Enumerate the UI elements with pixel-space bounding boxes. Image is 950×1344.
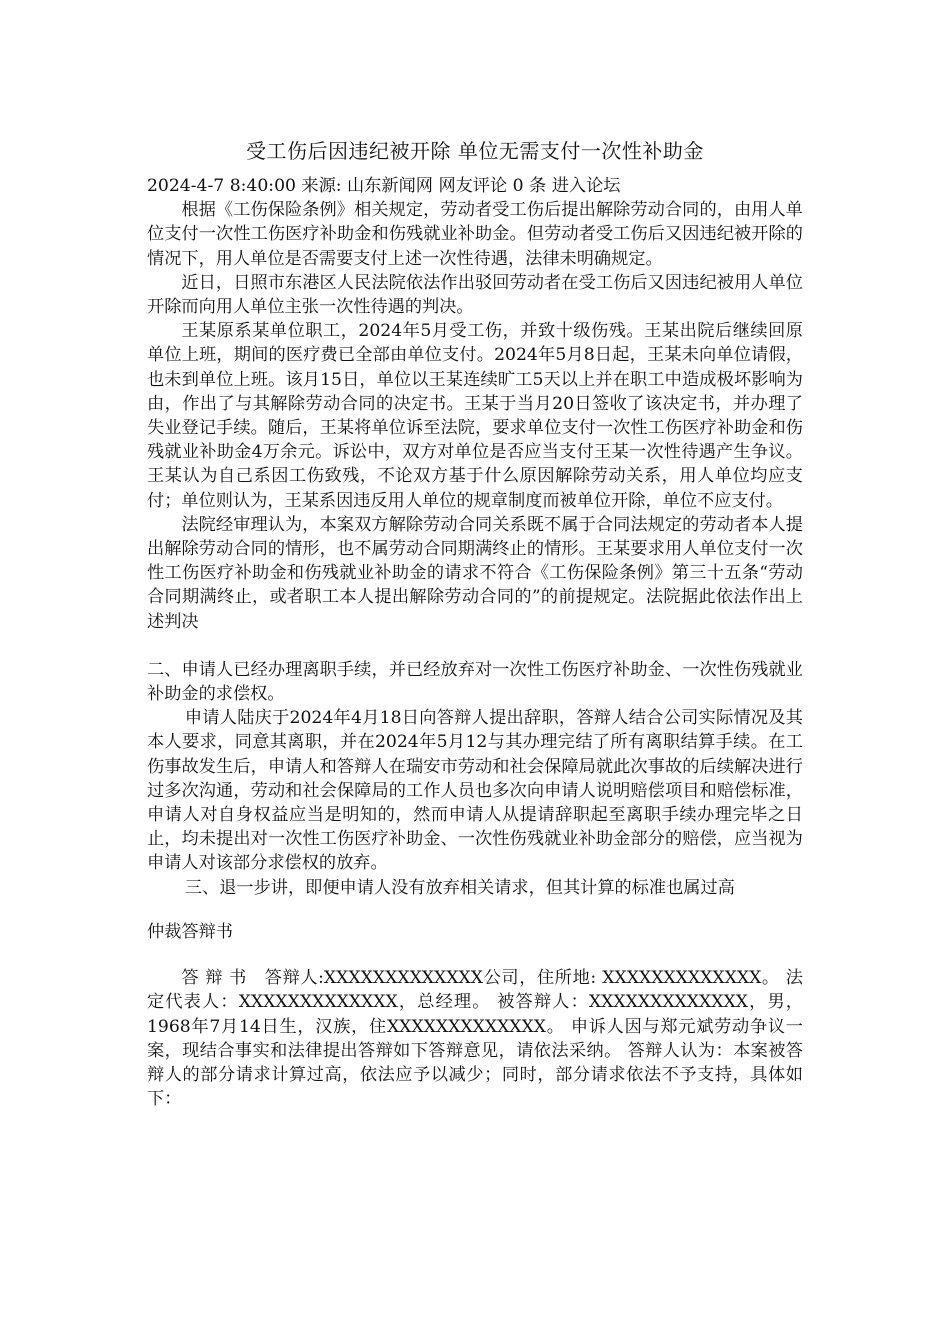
- defense-heading: 仲裁答辩书: [147, 921, 233, 942]
- spacer: [147, 944, 803, 966]
- section-2-body: 申请人陆庆于2024年4月18日向答辩人提出辞职，答辩人结合公司实际情况及其本人要求，同意其离职，并在2024年5月12与其办理完结了所有离职结算手续。在工伤事故发生后，申请人和答辩人在瑞安市劳动和社会保障局就此次事故的后续解决进行过多次沟通，劳动和社会保障局的工作人员也多次向申请人说明赔偿项目和赔偿标准，申请人对自身权益应当是明知的，然而申请人从提请辞职起至离职手续办理完毕之日止，均未提出对一次性工伤医疗补助金、一次性伤残就业补助金部分的赔偿，应当视为申请人对该部分求偿权的放弃。: [147, 708, 803, 874]
- document-body: [147, 136, 803, 1111]
- defense-body: 答 辩 书 答辩人:XXXXXXXXXXXXX公司，住所地: XXXXXXXXXXXXX。 法定代表人：XXXXXXXXXXXXX，总经理。 被答辩人：XXXXXXXXXXXXX，男，1968年7月14日生，汉族，住XXXXXXXXXXXXX。 申诉人因与郑元斌劳动争议一案，现结合事实和法律提出答辩如下答辩意见，请依法采纳。 答辩人认为：本案被答辩人的部分请求计算过高，依法应予以减少；同时，部分请求依法不予支持，具体如下：: [147, 968, 803, 1110]
- article-paragraph-2: 近日，日照市东港区人民法院依法作出驳回劳动者在受工伤后又因违纪被用人单位开除而向用人单位主张一次性待遇的判决。: [147, 272, 803, 318]
- article-paragraph-4: 法院经审理认为，本案双方解除劳动合同关系既不属于合同法规定的劳动者本人提出解除劳动合同的情形，也不属劳动合同期满终止的情形。王某要求用人单位支付一次性工伤医疗补助金和伤残就业补助金的请求不符合《工伤保险条例》第三十五条“劳动合同期满终止，或者职工本人提出解除劳动合同的”的前提规定。法院据此依法作出上述判决: [147, 514, 803, 632]
- section-2-heading: 二、申请人已经办理离职手续，并已经放弃对一次性工伤医疗补助金、一次性伤残就业补助金的求偿权。: [147, 659, 803, 705]
- article-title: 受工伤后因违纪被开除 单位无需支付一次性补助金: [246, 139, 704, 163]
- spacer: [147, 634, 803, 658]
- article-paragraph-1: 根据《工伤保险条例》相关规定，劳动者受工伤后提出解除劳动合同的，由用人单位支付一次性工伤医疗补助金和伤残就业补助金。但劳动者受工伤后又因违纪被开除的情况下，用人单位是否需要支付上述一次性待遇，法律未明确规定。: [147, 200, 803, 269]
- section-3-heading: 三、退一步讲，即便申请人没有放弃相关请求，但其计算的标准也属过高: [184, 877, 735, 898]
- spacer: [147, 900, 803, 920]
- article-paragraph-3: 王某原系某单位职工，2024年5月受工伤，并致十级伤残。王某出院后继续回原单位上班，期间的医疗费已全部由单位支付。2024年5月8日起，王某未向单位请假，也未到单位上班。该月15日，单位以王某连续旷工5天以上并在职工中造成极坏影响为由，作出了与其解除劳动合同的决定书。王某于当月20日签收了该决定书，并办理了失业登记手续。随后，王某将单位诉至法院，要求单位支付一次性工伤医疗补助金和伤残就业补助金4万余元。诉讼中，双方对单位是否应当支付王某一次性待遇产生争议。王某认为自己系因工伤致残，不论双方基于什么原因解除劳动关系，用人单位均应支付；单位则认为，王某系因违反用人单位的规章制度而被单位开除，单位不应支付。: [147, 321, 803, 511]
- article-meta-line: 2024-4-7 8:40:00 来源: 山东新闻网 网友评论 0 条 进入论坛: [147, 176, 621, 196]
